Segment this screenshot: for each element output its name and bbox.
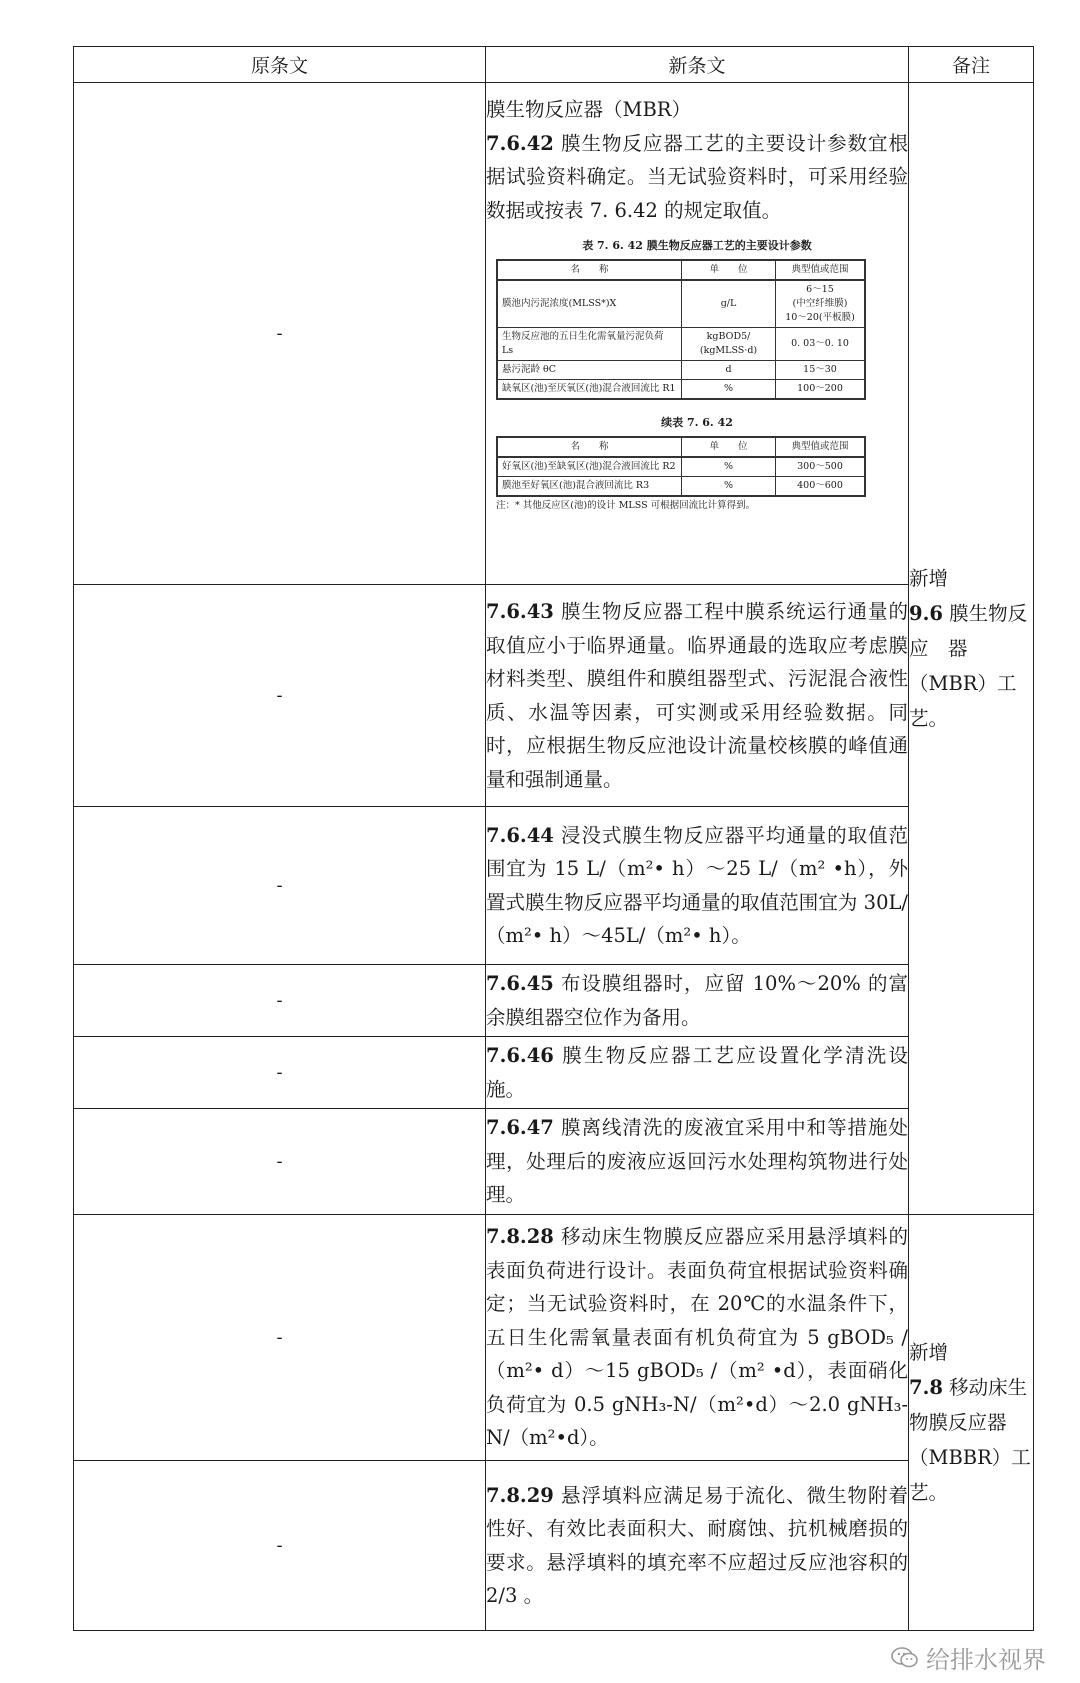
header-remark: 备注: [909, 47, 1034, 83]
inner-cell: 400～600: [776, 477, 866, 497]
inner-cell: 100～200: [776, 380, 866, 400]
clause-text: [486, 127, 908, 228]
inner-cell: 缺氧区(池)至厌氧区(池)混合液回流比 R1: [497, 380, 682, 400]
inner-cell: %: [682, 477, 776, 497]
inner-cell: 0. 03～0. 10: [776, 328, 866, 361]
inner-cell: 15～30: [776, 361, 866, 380]
clause-body: 膜生物反应器工艺应设置化学清洗设施。: [486, 1044, 908, 1101]
inner-cell: kgBOD5/ (kgMLSS·d): [682, 328, 776, 361]
inner-table-title: 表 7. 6. 42 膜生物反应器工艺的主要设计参数: [582, 239, 812, 252]
original-cell: -: [74, 83, 486, 585]
remark-body: 移动床生物膜反应器（MBBR）工艺。: [909, 1376, 1031, 1504]
clause-body: 膜离线清洗的废液宜采用中和等措施处理，处理后的废液应返回污水处理构筑物进行处理。: [486, 1116, 908, 1207]
new-clause-cell: [486, 83, 909, 585]
table-row: [74, 83, 1034, 585]
original-cell: -: [74, 807, 486, 965]
new-clause-cell: [486, 1109, 909, 1215]
header-original: 原条文: [74, 47, 486, 83]
comparison-table: [73, 46, 1047, 1631]
remark-prefix: 新增: [909, 1341, 949, 1364]
clause-number: 7.6.45: [486, 972, 554, 995]
inner-cell: %: [682, 380, 776, 400]
clause-body: 浸没式膜生物反应器平均通量的取值范围宜为 15 L/（m²• h）～25 L/（m² •h），外置式膜生物反应器平均通量的取值范围宜为 30L/（m²• h）～45L/（m²• h）。: [486, 823, 908, 947]
new-clause-cell: [486, 965, 909, 1037]
clause-number: 7.8.29: [486, 1483, 554, 1507]
parameter-table-continued: [496, 436, 866, 497]
table-row: [74, 1037, 1034, 1109]
inner-cell: g/L: [682, 280, 776, 328]
original-cell: -: [74, 585, 486, 807]
inner-cell: 膜池内污泥浓度(MLSS*)X: [497, 280, 682, 328]
table-row: [74, 1215, 1034, 1461]
inner-cell: 好氧区(池)至缺氧区(池)混合液回流比 R2: [497, 457, 682, 477]
inner-table-title: 续表 7. 6. 42: [661, 416, 733, 429]
clause-body: 膜生物反应器工艺的主要设计参数宜根据试验资料确定。当无试验资料时，可采用经验数据或按表 7. 6.42 的规定取值。: [486, 131, 908, 222]
clause-number: 7.6.44: [486, 823, 554, 847]
inner-cell: 6～15 (中空纤维膜) 10～20(平板膜): [776, 280, 866, 328]
new-clause-cell: [486, 585, 909, 807]
clause-number: 7.6.43: [486, 600, 554, 623]
clause-body: 布设膜组器时，应留 10%～20% 的富余膜组器空位作为备用。: [486, 972, 908, 1029]
remark-number: 9.6: [909, 602, 943, 625]
table-row: [74, 1461, 1034, 1631]
original-cell: -: [74, 965, 486, 1037]
clause-number: 7.8.28: [486, 1225, 554, 1249]
remark-text: [909, 1370, 1033, 1510]
clause-body: 膜生物反应器工程中膜系统运行通量的取值应小于临界通量。临界通最的选取应考虑膜材料类型、膜组件和膜组器型式、污泥混合液性质、水温等因素，可实测或采用经验数据。同时，应根据生物反应池设计流量校核膜的峰值通量和强制通量。: [486, 600, 908, 791]
clause-number: 7.6.46: [486, 1044, 554, 1067]
remark-cell: [909, 83, 1047, 1215]
clause-number: 7.6.47: [486, 1116, 554, 1140]
inner-cell: %: [682, 457, 776, 477]
table-row: [74, 585, 1034, 807]
remark-prefix: 新增: [909, 567, 949, 590]
inner-header: 单 位: [682, 260, 776, 280]
clause-number: 7.6.42: [486, 131, 554, 155]
inner-table-note: 注：* 其他反应区(池)的设计 MLSS 可根据回流比计算得到。: [496, 500, 756, 511]
wechat-icon: [890, 1645, 920, 1671]
table-row: [74, 807, 1034, 965]
original-cell: -: [74, 1215, 486, 1461]
new-clause-cell: [486, 1215, 909, 1461]
new-clause-cell: [486, 807, 909, 965]
inner-header: 名 称: [497, 260, 682, 280]
inner-cell: 生物反应池的五日生化需氧量污泥负荷 Ls: [497, 328, 682, 361]
table-row: [74, 1109, 1034, 1215]
inner-header: 典型值或范围: [776, 260, 866, 280]
remark-text: [909, 596, 1047, 736]
header-new: 新条文: [486, 47, 909, 83]
inner-header: 单 位: [682, 437, 776, 457]
inner-cell: 300～500: [776, 457, 866, 477]
new-clause-cell: [486, 1461, 909, 1631]
table-row: [74, 965, 1034, 1037]
new-clause-cell: [486, 1037, 909, 1109]
clause-body: 移动床生物膜反应器应采用悬浮填料的表面负荷进行设计。表面负荷宜根据试验资料确定；当无试验资料时，在 20℃的水温条件下，五日生化需氧量表面有机负荷宜为 5 gBOD₅ /（m²• d）～15 gBOD₅ /（m² •d），表面硝化负荷宜为 0.5 gNH₃-N/（m²•d）～2.0 gNH₃-N/（m²•d）。: [486, 1225, 908, 1450]
clause-body: 悬浮填料应满足易于流化、微生物附着性好、有效比表面积大、耐腐蚀、抗机械磨损的要求。悬浮填料的填充率不应超过反应池容积的 2/3 。: [486, 1483, 908, 1607]
section-heading: 膜生物反应器（MBR）: [486, 98, 691, 121]
remark-body: 膜生物反 应 器（MBR）工艺。: [909, 602, 1047, 730]
original-cell: -: [74, 1109, 486, 1215]
original-cell: -: [74, 1037, 486, 1109]
original-cell: -: [74, 1461, 486, 1631]
remark-number: 7.8: [909, 1376, 943, 1399]
remark-cell: [909, 1215, 1034, 1631]
watermark-text: 给排水视界: [926, 1646, 1046, 1674]
watermark: [890, 1640, 1046, 1675]
header-row: [74, 47, 1034, 83]
inner-cell: d: [682, 361, 776, 380]
inner-cell: 膜池至好氧区(池)混合液回流比 R3: [497, 477, 682, 497]
inner-cell: 悬污泥龄 θC: [497, 361, 682, 380]
inner-header: 典型值或范围: [776, 437, 866, 457]
inner-header: 名 称: [497, 437, 682, 457]
parameter-table: [496, 259, 866, 400]
